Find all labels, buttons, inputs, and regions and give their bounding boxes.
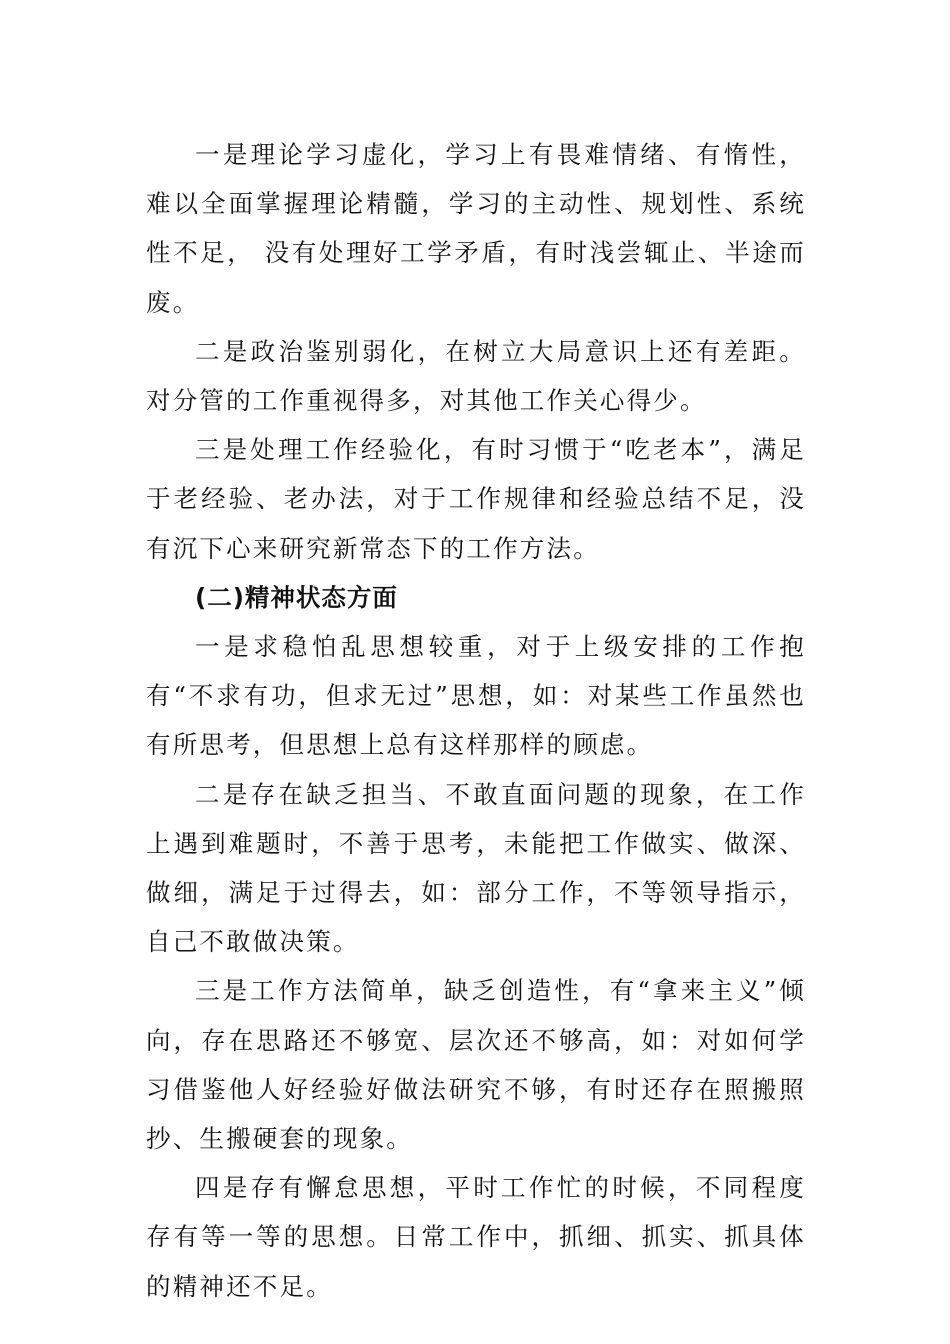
paragraph-work-experience: 三是处理工作经验化，有时习惯于“吃老本”，满足于老经验、老办法，对于工作规律和经验总结不足，没有沉下心来研究新常态下的工作方法。 [146, 435, 806, 563]
paragraph-slack-mindset: 四是存有懈怠思想，平时工作忙的时候，不同程度存有等一等的思想。日常工作中，抓细、抓实、抓具体的精神还不足。 [146, 1173, 806, 1301]
paragraph-stability-mindset: 一是求稳怕乱思想较重，对于上级安排的工作抱有“不求有功，但求无过”思想，如：对某些工作虽然也有所思考，但思想上总有这样那样的顾虑。 [146, 632, 806, 760]
section-heading-mental-state: (二)精神状态方面 [195, 582, 398, 612]
paragraph-political-discernment: 二是政治鉴别弱化，在树立大局意识上还有差距。对分管的工作重视得多，对其他工作关心得少。 [146, 336, 806, 416]
paragraph-theory-study: 一是理论学习虚化，学习上有畏难情绪、有惰性，难以全面掌握理论精髓，学习的主动性、规划性、系统性不足， 没有处理好工学矛盾，有时浅尝辄止、半途而废。 [146, 140, 806, 317]
paragraph-lack-of-responsibility: 二是存在缺乏担当、不敢直面问题的现象，在工作上遇到难题时，不善于思考，未能把工作做实、做深、做细，满足于过得去，如：部分工作，不等领导指示，自己不敢做决策。 [146, 779, 806, 957]
document-body [146, 130, 806, 1311]
paragraph-simple-methods: 三是工作方法简单，缺乏创造性，有“拿来主义”倾向，存在思路还不够宽、层次还不够高，如：对如何学习借鉴他人好经验好做法研究不够，有时还存在照搬照抄、生搬硬套的现象。 [146, 976, 806, 1154]
